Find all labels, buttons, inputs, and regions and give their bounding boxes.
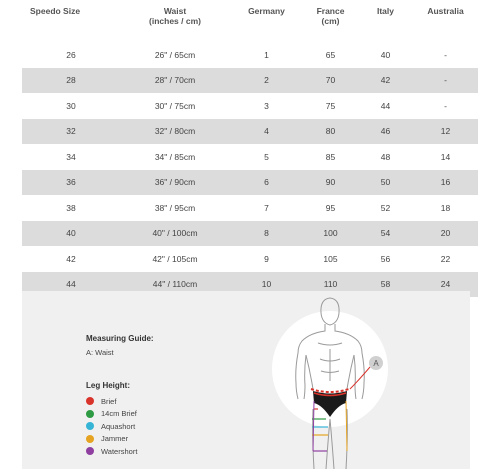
cell-italy: 40	[358, 42, 413, 68]
legend-item-14cm-brief	[86, 408, 137, 421]
table-row	[22, 68, 478, 94]
cell-waist: 30" / 75cm	[120, 93, 230, 119]
cell-australia: -	[413, 42, 478, 68]
cell-italy: 50	[358, 170, 413, 196]
table-row	[22, 170, 478, 196]
cell-france: 95	[303, 195, 358, 221]
jammer-color-dot-icon	[86, 435, 94, 443]
waist-label: A: Waist	[86, 348, 114, 357]
table-row	[22, 246, 478, 272]
header-france-line1: France	[316, 6, 345, 16]
cell-waist: 36" / 90cm	[120, 170, 230, 196]
cell-speedo: 34	[22, 144, 120, 170]
cell-france: 65	[303, 42, 358, 68]
waist-marker-label: A	[373, 359, 379, 368]
cell-france: 70	[303, 68, 358, 94]
cell-waist: 42" / 105cm	[120, 246, 230, 272]
table-row	[22, 93, 478, 119]
cell-france: 90	[303, 170, 358, 196]
legend-item-jammer	[86, 433, 137, 446]
watershort-color-dot-icon	[86, 447, 94, 455]
cell-italy: 54	[358, 221, 413, 247]
cell-germany: 9	[230, 246, 303, 272]
cell-waist: 44" / 110cm	[120, 272, 230, 298]
cell-waist: 38" / 95cm	[120, 195, 230, 221]
cell-australia: -	[413, 68, 478, 94]
cell-germany: 1	[230, 42, 303, 68]
cell-speedo: 28	[22, 68, 120, 94]
cell-germany: 7	[230, 195, 303, 221]
header-france	[303, 0, 358, 42]
cell-germany: 6	[230, 170, 303, 196]
cell-waist: 40" / 100cm	[120, 221, 230, 247]
header-waist-line2: (inches / cm)	[149, 16, 201, 26]
cell-italy: 52	[358, 195, 413, 221]
header-waist-line1: Waist	[163, 6, 187, 16]
cell-germany: 10	[230, 272, 303, 298]
cell-australia: -	[413, 93, 478, 119]
leg-height-legend	[86, 395, 137, 458]
cell-speedo: 44	[22, 272, 120, 298]
cell-italy: 44	[358, 93, 413, 119]
cell-france: 85	[303, 144, 358, 170]
cell-australia: 22	[413, 246, 478, 272]
measuring-guide-panel	[22, 291, 470, 469]
cell-australia: 12	[413, 119, 478, 145]
cell-australia: 20	[413, 221, 478, 247]
legend-item-brief	[86, 395, 137, 408]
14cm-brief-color-dot-icon	[86, 410, 94, 418]
body-measurement-figure	[258, 291, 398, 469]
legend-label: Aquashort	[101, 421, 136, 431]
cell-france: 110	[303, 272, 358, 298]
cell-australia: 14	[413, 144, 478, 170]
cell-germany: 4	[230, 119, 303, 145]
cell-france: 105	[303, 246, 358, 272]
table-row	[22, 119, 478, 145]
header-france-line2: (cm)	[321, 16, 340, 26]
legend-label: 14cm Brief	[101, 409, 137, 419]
measuring-guide-heading: Measuring Guide:	[86, 334, 154, 343]
cell-germany: 8	[230, 221, 303, 247]
cell-germany: 2	[230, 68, 303, 94]
legend-label: Watershort	[101, 446, 138, 456]
header-germany: Germany	[248, 6, 285, 16]
cell-waist: 34" / 85cm	[120, 144, 230, 170]
leg-height-heading: Leg Height:	[86, 381, 130, 390]
cell-france: 80	[303, 119, 358, 145]
table-row	[22, 144, 478, 170]
cell-france: 75	[303, 93, 358, 119]
cell-italy: 48	[358, 144, 413, 170]
cell-speedo: 30	[22, 93, 120, 119]
legend-label: Jammer	[101, 434, 129, 444]
cell-france: 100	[303, 221, 358, 247]
table-row	[22, 195, 478, 221]
cell-australia: 24	[413, 272, 478, 298]
cell-germany: 5	[230, 144, 303, 170]
cell-speedo: 40	[22, 221, 120, 247]
header-italy: Italy	[376, 6, 394, 16]
cell-italy: 46	[358, 119, 413, 145]
cell-italy: 42	[358, 68, 413, 94]
cell-australia: 18	[413, 195, 478, 221]
cell-italy: 58	[358, 272, 413, 298]
legend-item-aquashort	[86, 420, 137, 433]
cell-waist: 26" / 65cm	[120, 42, 230, 68]
table-row	[22, 221, 478, 247]
legend-label: Brief	[101, 396, 117, 406]
header-australia: Australia	[427, 6, 464, 16]
cell-australia: 16	[413, 170, 478, 196]
aquashort-color-dot-icon	[86, 422, 94, 430]
size-chart-table	[22, 0, 478, 297]
cell-speedo: 32	[22, 119, 120, 145]
legend-item-watershort	[86, 445, 137, 458]
table-header-row	[22, 0, 478, 42]
cell-waist: 28" / 70cm	[120, 68, 230, 94]
cell-waist: 32" / 80cm	[120, 119, 230, 145]
cell-speedo: 38	[22, 195, 120, 221]
cell-speedo: 26	[22, 42, 120, 68]
header-speedo-size: Speedo Size	[30, 6, 81, 16]
brief-color-dot-icon	[86, 397, 94, 405]
cell-italy: 56	[358, 246, 413, 272]
cell-speedo: 36	[22, 170, 120, 196]
cell-speedo: 42	[22, 246, 120, 272]
cell-germany: 3	[230, 93, 303, 119]
table-row	[22, 42, 478, 68]
header-waist	[120, 0, 230, 42]
